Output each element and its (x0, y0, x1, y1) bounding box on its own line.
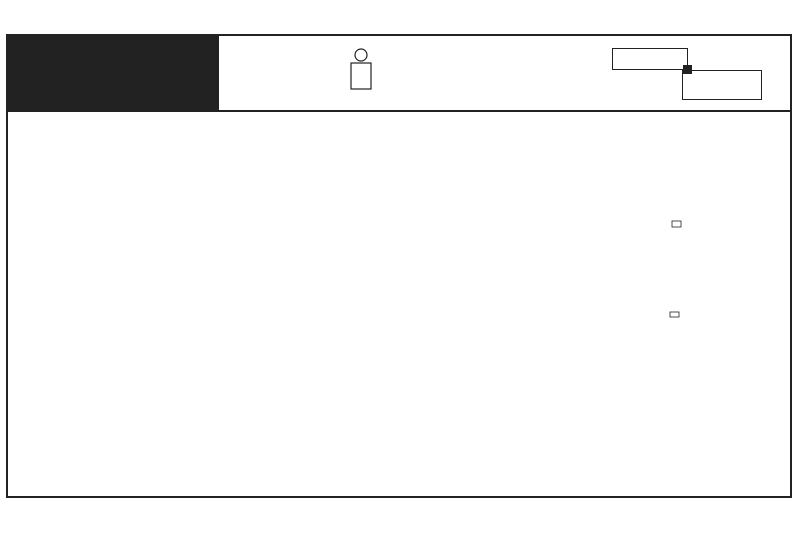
rail-bottom-section-icon (670, 312, 679, 317)
rail-top-section-icon (672, 221, 681, 227)
